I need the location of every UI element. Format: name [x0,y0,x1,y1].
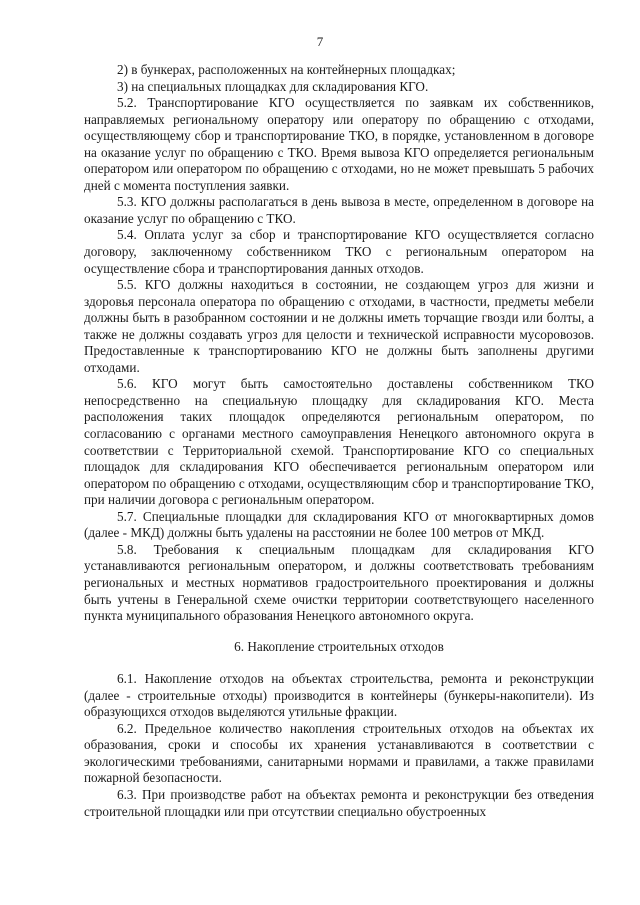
document-body [84,62,594,820]
list-item-special-sites: 3) на специальных площадках для складирования КГО. [117,78,429,94]
clause-6-1: 6.1. Накопление отходов на объектах строительства, ремонта и реконструкции (далее - строительные отходы) производится в контейнеры (бункеры-накопители). Из образующихся отходов выделяются утильные фракции. [84,671,594,720]
clause-6-2: 6.2. Предельное количество накопления строительных отходов на объектах их образования, сроки и способы их хранения устанавливаются в соответствии с экологическими требованиями, санитарными нормами и правилами, а также правилами пожарной безопасности. [84,720,594,786]
clause-5-5: 5.5. КГО должны находиться в состоянии, не создающем угроз для жизни и здоровья персонала оператора по обращению с отходами, в частности, предметы мебели должны быть в разобранном состоянии и не должны иметь торчащие гвозди или болты, а также не должны создавать угроз для целости и технической исправности мусоровозов. Предоставленные к транспортированию КГО не должны быть заполнены другими отходами. [84,277,594,375]
clause-5-6: 5.6. КГО могут быть самостоятельно доставлены собственником ТКО непосредственно на специальную площадку для складирования КГО. Места расположения таких площадок определяются региональным оператором, по согласованию с органами местного самоуправления Ненецкого автономного округа в соответствии с Территориальной схемой. Транспортирование КГО со специальных площадок для складирования КГО обеспечивается региональным оператором или оператором по обращению с отходами, осуществляющим сбор и транспортирование ТКО, при наличии договора с региональным оператором. [84,376,594,508]
list-item-bunkers: 2) в бункерах, расположенных на контейнерных площадках; [117,62,456,77]
clause-5-3: 5.3. КГО должны располагаться в день вывоза в месте, определенном в договоре на оказание услуг по обращению с ТКО. [84,194,594,226]
page-number: 7 [316,34,324,49]
clause-5-7: 5.7. Специальные площадки для складирования КГО от многоквартирных домов (далее - МКД) должны быть удалены на расстоянии не более 100 метров от МКД. [84,508,594,541]
clause-5-4: 5.4. Оплата услуг за сбор и транспортирование КГО осуществляется согласно договору, заключенному собственником ТКО с региональным оператором на осуществление сбора и транспортирования данных отходов. [84,227,594,276]
clause-6-3: 6.3. При производстве работ на объектах ремонта и реконструкции без отведения строительной площадки или при отсутствии специально обустроенных [84,786,594,819]
clause-5-8: 5.8. Требования к специальным площадкам для складирования КГО устанавливаются региональным оператором, и должны соответствовать требованиям региональных и местных нормативов градостроительного проектирования и должны быть учтены в Генеральной схеме очистки территории соответствующего населенного пункта муниципального образования Ненецкого автономного округа. [84,541,594,624]
clause-5-2: 5.2. Транспортирование КГО осуществляется по заявкам их собственников, направляемых региональному оператору или оператору по обращению с отходами, осуществляющему сбор и транспортирование ТКО, в порядке, установленном в договоре на оказание услуг по обращению с ТКО. Время вывоза КГО определяется региональным оператором или оператором по обращению с отходами, но не может превышать 5 рабочих дней с момента поступления заявки. [84,95,594,193]
section-heading: 6. Накопление строительных отходов [234,638,444,654]
